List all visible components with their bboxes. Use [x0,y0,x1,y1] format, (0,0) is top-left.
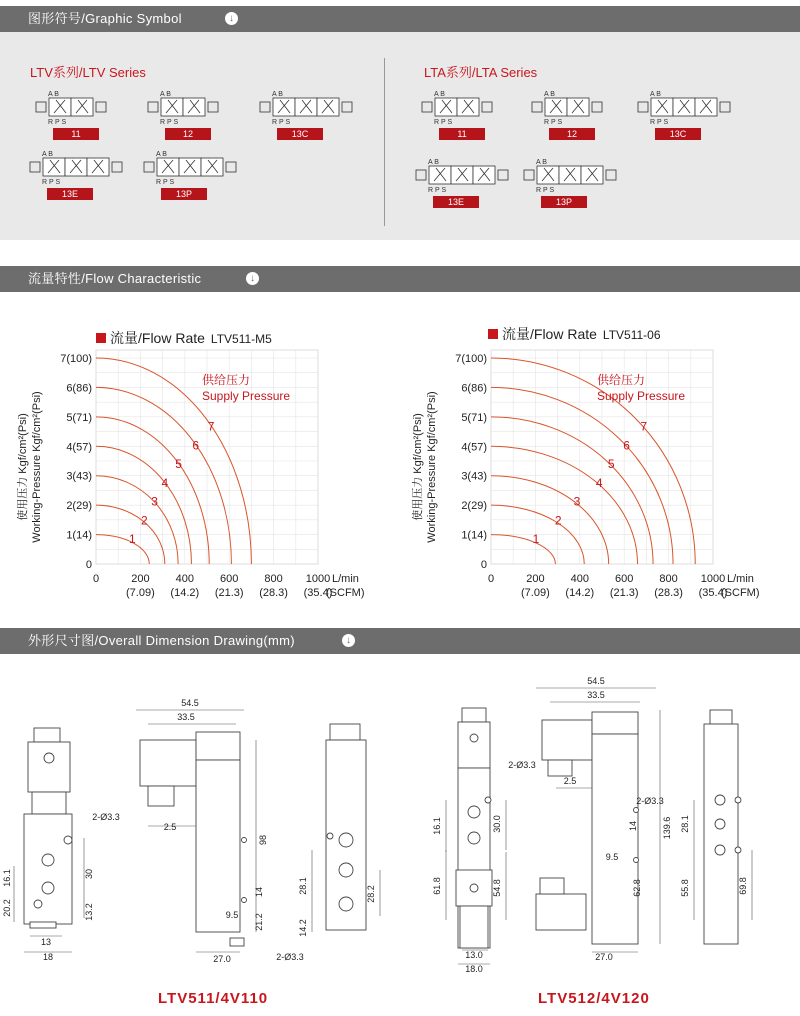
dim-18: 18 [42,952,54,962]
valve-box [429,166,451,184]
symbol-code-label: 13E [47,188,93,200]
symbol-code-label: 12 [549,128,595,140]
port-small [34,900,42,908]
dim-142: 14.2 [298,919,308,937]
actuator-right [592,102,602,112]
x-tick-label-scfm: (28.3) [259,587,288,599]
actuator-right [208,102,218,112]
curve-label: 6 [192,438,200,453]
x-tick-label: 800 [264,573,283,585]
valve-symbol-lta-12 [530,88,614,137]
actuator-left [532,102,542,112]
coil-cap [330,724,360,740]
dim-hole2: 2-Ø3.3 [636,796,664,806]
y-tick-label: 1(14) [461,529,487,542]
curve-label: 2 [554,513,562,528]
actuator-right [112,162,122,172]
valve-symbol-svg [636,88,742,132]
port-label-top: A B [42,151,53,158]
dim-161: 16.1 [2,869,12,887]
dim-14: 14 [254,886,264,898]
x-tick-label-scfm: (35.4) [303,587,333,599]
hole [735,847,741,853]
connector-box [140,740,196,786]
small-hole [327,833,333,839]
dim-628: 62.8 [632,879,642,897]
actuator-right [482,102,492,112]
valve-body [24,814,72,924]
valve-box [317,98,339,116]
foot [230,938,244,946]
hole [242,838,247,843]
dim-545: 54.5 [181,698,199,708]
valve-symbol-svg [146,88,230,132]
port [715,819,725,829]
x-tick-label: 800 [659,573,678,585]
x-tick-label-scfm: (28.3) [654,587,683,599]
actuator-left [36,102,46,112]
dim-281: 28.1 [298,877,308,895]
valve-box [273,98,295,116]
dim-281: 28.1 [680,815,690,833]
actuator-right [342,102,352,112]
annotation-en: Supply Pressure [202,389,291,403]
y-tick-label: 2(29) [461,500,487,513]
curve-label: 7 [640,419,648,434]
coil-cap [462,708,486,722]
ltv-series-title: LTV系列/LTV Series [30,65,146,80]
x-tick-label-scfm: (14.2) [170,587,200,599]
x-axis-label-scfm: (SCFM) [326,587,365,599]
coil-screw [44,753,54,763]
valve-symbol-svg [142,148,248,192]
port-label-top: A B [428,159,439,166]
valve-symbol-svg [530,88,614,132]
valve-symbol-svg [28,148,134,192]
dim-300: 30.0 [492,815,502,833]
coil-cap [34,728,60,742]
port-label-bottom: R P S [650,119,669,126]
x-tick-label-scfm: (21.3) [609,587,639,599]
x-tick-label-scfm: (35.4) [698,587,728,599]
actuator-left [638,102,648,112]
symbol-code-label: 13E [433,196,479,208]
chart-model: LTV511-M5 [210,332,272,346]
y-tick-label: 4(57) [461,441,487,454]
dim-13: 13 [40,937,52,947]
symbol-code-label: 13C [655,128,701,140]
port-label-bottom: R P S [42,179,61,186]
x-tick-label: 1000 [700,573,726,585]
chart-title-text: 流量/Flow Rate [110,330,205,346]
dim-212: 21.2 [254,913,264,931]
dim-30: 30 [84,868,94,880]
valve-box [435,98,457,116]
dim-95: 9.5 [605,852,619,862]
lta-series-title: LTA系列/LTA Series [424,65,538,80]
x-axis-label: L/min [332,573,359,585]
actuator-left [524,170,534,180]
connector-nut-lower [540,878,564,894]
connector-nut [148,786,174,806]
valve-box [183,98,205,116]
valve-symbol-lta-11 [420,88,504,137]
y-tick-label: 0 [480,559,487,571]
valve-box [49,98,71,116]
curve-label: 1 [129,532,136,547]
port-a [42,854,54,866]
curve-label: 4 [161,475,169,490]
actuator-right [720,102,730,112]
annotation-cn: 供给压力 [202,373,251,387]
model-name-right: LTV512/4V120 [538,990,650,1007]
valve-box [567,98,589,116]
valve-box [157,158,179,176]
valve-box [71,98,93,116]
valve-box [43,158,65,176]
coil-body [28,742,70,792]
port-label-top: A B [156,151,167,158]
valve-box [87,158,109,176]
valve-side [704,724,738,944]
dim-202: 20.2 [2,899,12,917]
coil-cap [710,710,732,724]
valve-box [581,166,603,184]
valve-box [161,98,183,116]
y-tick-label: 3(43) [461,470,487,483]
curve-label: 5 [175,457,182,472]
y-tick-label: 7(100) [455,353,487,365]
actuator-left [30,162,40,172]
dim-545: 54.5 [587,676,605,686]
valve-front [196,760,240,932]
port-label-top: A B [536,159,547,166]
coil-top [592,712,638,734]
connector-box-lower [536,894,586,930]
arrow-down-icon: ↓ [246,272,259,285]
actuator-left [148,102,158,112]
flow-chart-ltv511-m5 [0,340,400,610]
curve-label: 3 [573,494,581,509]
port-label-top: A B [544,91,555,98]
dim-282: 28.2 [366,885,376,903]
valve-symbol-svg [420,88,504,132]
valve-box [651,98,673,116]
x-tick-label: 600 [615,573,634,585]
port [339,863,353,877]
port-label-bottom: R P S [48,119,67,126]
section-title: 外形尺寸图/Overall Dimension Drawing(mm) [28,633,295,648]
coil-body [458,722,490,768]
dim-270: 27.0 [213,954,231,964]
dim-132: 13.2 [84,903,94,921]
valve-lower [460,906,488,948]
section-header-graphic-symbol [0,6,800,32]
arrow-down-icon: ↓ [225,12,238,25]
valve-box [559,166,581,184]
valve-box [457,98,479,116]
dim-270: 27.0 [595,952,613,962]
hole [634,858,639,863]
port [468,806,480,818]
section-header-flow [0,266,800,292]
valve-box [545,98,567,116]
y-tick-label: 3(43) [66,470,92,483]
x-tick-label: 200 [526,573,545,585]
x-tick-label: 400 [570,573,589,585]
arrow-down-icon: ↓ [342,634,355,647]
dim-335: 33.5 [587,690,605,700]
y-tick-label: 4(57) [66,441,92,454]
valve-box [473,166,495,184]
port-label-bottom: R P S [272,119,291,126]
y-axis-label-en: Working-Pressure Kgf/cm²(Psi) [31,391,43,543]
coil-top [196,732,240,760]
curve-label: 1 [532,532,540,547]
port [339,897,353,911]
curve-label: 2 [141,513,148,528]
chart-title-text: 流量/Flow Rate [502,326,597,342]
y-tick-label: 5(71) [66,411,92,424]
dim-698: 69.8 [738,877,748,895]
port-label-bottom: R P S [160,119,179,126]
valve-symbol-lta-13E [414,156,520,205]
x-tick-label: 1000 [305,573,331,585]
dim-hole2: 2-Ø3.3 [276,952,304,962]
y-axis-label-cn: 使用压力 Kgf/cm²(Psi) [17,413,29,521]
hole [485,797,491,803]
actuator-left [422,102,432,112]
actuator-right [498,170,508,180]
title-square-icon [488,329,498,339]
dim-335: 33.5 [177,712,195,722]
port [339,833,353,847]
mount-hole [64,836,72,844]
port-b [42,882,54,894]
actuator-right [606,170,616,180]
x-axis-label: L/min [727,573,754,585]
dim-14: 14 [628,820,638,832]
valve-front [592,734,638,944]
valve-symbol-svg [258,88,364,132]
y-tick-label: 6(86) [66,382,92,395]
valve-symbol-ltv-13P [142,148,248,197]
curve-label: 5 [607,457,615,472]
x-axis-label-scfm: (SCFM) [721,587,760,599]
x-tick-label-scfm: (14.2) [565,587,595,599]
actuator-left [260,102,270,112]
valve-symbol-svg [414,156,520,200]
hole [634,808,639,813]
connector-box [542,720,592,760]
curve-label: 4 [595,475,603,490]
x-tick-label: 400 [175,573,194,585]
port-label-top: A B [272,91,283,98]
port [715,795,725,805]
valve-box [65,158,87,176]
dim-25: 2.5 [163,822,177,832]
valve-symbol-ltv-13E [28,148,134,197]
dim-98: 98 [258,834,268,846]
x-tick-label-scfm: (7.09) [126,587,155,599]
valve-box [295,98,317,116]
port [468,832,480,844]
section-header-dimension [0,628,800,654]
x-tick-label-scfm: (7.09) [521,587,550,599]
chart-model: LTV511-06 [602,328,661,342]
actuator-left [416,170,426,180]
dim-1396: 139.6 [662,816,672,840]
y-axis-label-en: Working-Pressure Kgf/cm²(Psi) [426,391,438,543]
y-tick-label: 6(86) [461,382,487,395]
x-tick-label: 200 [131,573,150,585]
symbol-code-label: 13P [541,196,587,208]
dim-hole: 2-Ø3.3 [92,812,120,822]
actuator-right [96,102,106,112]
port-label-top: A B [160,91,171,98]
y-tick-label: 0 [85,559,92,571]
valve-symbol-lta-13P [522,156,628,205]
base [30,922,56,928]
section-title: 图形符号/Graphic Symbol [28,11,182,26]
valve-box [695,98,717,116]
x-tick-label-scfm: (21.3) [214,587,244,599]
symbol-code-label: 13C [277,128,323,140]
model-name-left: LTV511/4V110 [158,990,269,1007]
valve-symbol-lta-13C [636,88,742,137]
x-tick-label: 0 [487,573,495,585]
valve-box [673,98,695,116]
screw [470,884,478,892]
valve-box [451,166,473,184]
actuator-left [144,162,154,172]
valve-symbol-ltv-12 [146,88,230,137]
x-tick-label: 0 [92,573,100,585]
connector [32,792,66,814]
port-label-top: A B [48,91,59,98]
port-label-top: A B [650,91,661,98]
port-label-bottom: R P S [428,187,447,194]
y-tick-label: 2(29) [66,500,92,513]
symbol-code-label: 11 [439,128,485,140]
port-label-bottom: R P S [536,187,555,194]
dim-548: 54.8 [492,879,502,897]
section-title: 流量特性/Flow Characteristic [28,271,202,286]
annotation-en: Supply Pressure [597,389,686,403]
dim-558: 55.8 [680,879,690,897]
dim-95: 9.5 [225,910,239,920]
port-label-top: A B [434,91,445,98]
curve-label: 6 [623,438,630,453]
curve-label: 7 [207,419,215,434]
valve-box [201,158,223,176]
flow-chart-ltv511-06 [395,340,800,610]
valve-symbol-ltv-11 [34,88,118,137]
dimension-drawings [0,660,800,980]
hole [735,797,741,803]
valve-box [537,166,559,184]
symbol-code-label: 13P [161,188,207,200]
y-tick-label: 7(100) [60,353,92,365]
hole [242,898,247,903]
annotation-cn: 供给压力 [597,373,646,387]
port-label-bottom: R P S [544,119,563,126]
connector-nut [548,760,572,776]
dim-161: 16.1 [432,817,442,835]
y-axis-label-cn: 使用压力 Kgf/cm²(Psi) [412,413,424,521]
dim-25: 2.5 [563,776,577,786]
actuator-right [226,162,236,172]
symbol-code-label: 11 [53,128,99,140]
valve-symbol-svg [522,156,628,200]
port-label-bottom: R P S [434,119,453,126]
curve-label: 3 [151,494,158,509]
screw [470,734,478,742]
symbol-code-label: 12 [165,128,211,140]
valve-symbol-ltv-13C [258,88,364,137]
port [715,845,725,855]
dim-618: 61.8 [432,877,442,895]
valve-symbol-svg [34,88,118,132]
y-tick-label: 5(71) [461,411,487,424]
valve-box [179,158,201,176]
series-divider [384,58,385,226]
y-tick-label: 1(14) [66,529,92,542]
dim-130: 13.0 [465,950,483,960]
port-label-bottom: R P S [156,179,175,186]
dim-hole: 2-Ø3.3 [508,760,536,770]
x-tick-label: 600 [220,573,239,585]
dim-180: 18.0 [465,964,483,974]
